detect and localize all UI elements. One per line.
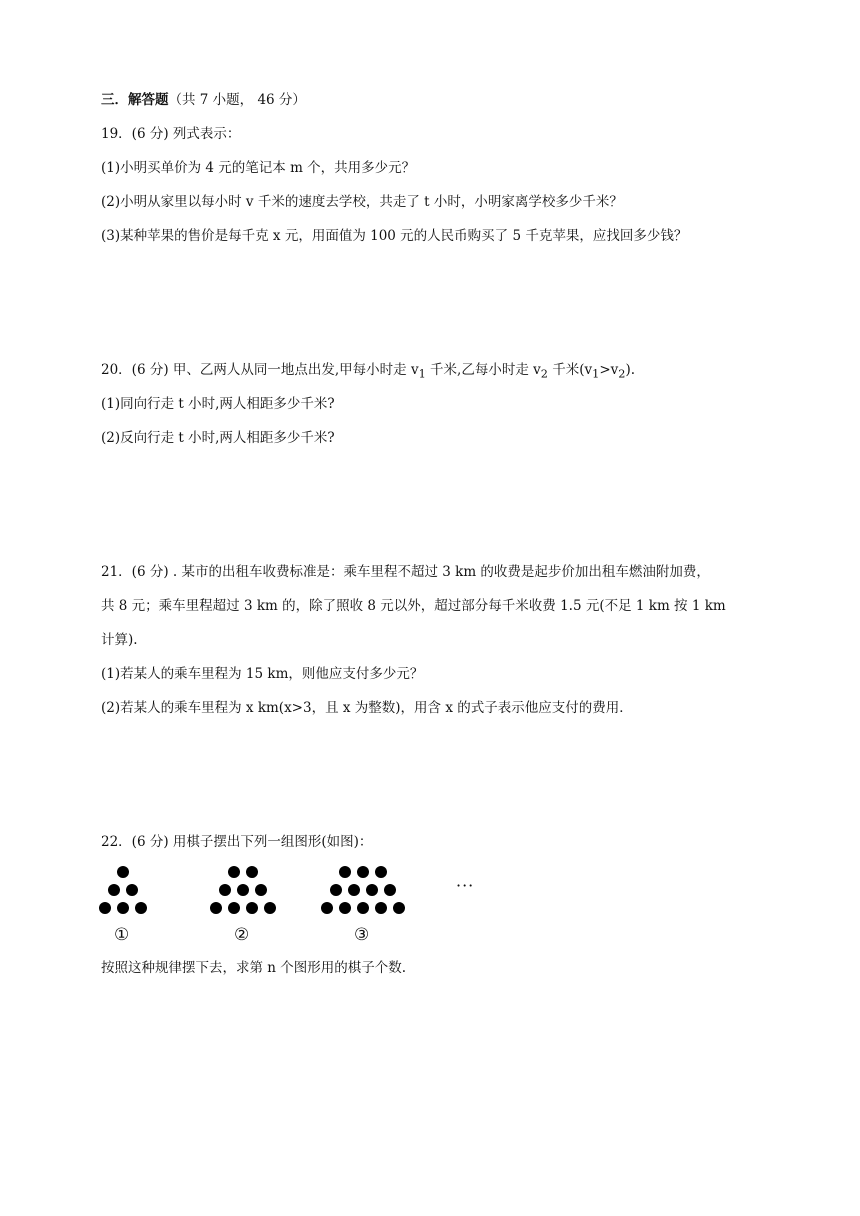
q20-text-e: ).: [625, 362, 635, 378]
chess-piece: [384, 884, 396, 896]
q20-part2: (2)反向行走 t 小时,两人相距多少千米?: [101, 430, 335, 446]
chess-piece: [126, 884, 138, 896]
chess-piece: [255, 884, 267, 896]
section-heading: [101, 90, 306, 110]
q20-sub: 2: [540, 367, 548, 381]
figure-label: ③: [354, 925, 370, 945]
chess-piece: [366, 884, 378, 896]
figure-label: ①: [114, 925, 130, 945]
q19-part3: (3)某种苹果的售价是每千克 x 元，用面值为 100 元的人民币购买了 5 千克苹果，应找回多少钱？: [101, 228, 688, 244]
section-detail: （共 7 小题， 46 分）: [168, 92, 306, 108]
chess-piece: [228, 902, 240, 914]
q21-line1: 21．(6 分) . 某市的出租车收费标准是：乘车里程不超过 3 km 的收费是起步价加出租车燃油附加费，: [101, 564, 710, 580]
chess-piece: [339, 866, 351, 878]
q20-sub: 1: [418, 367, 426, 381]
figure-label: ②: [234, 925, 250, 945]
q20-head: [101, 360, 635, 385]
q22-head: 22．(6 分) 用棋子摆出下列一组图形(如图)：: [101, 834, 373, 850]
q19-part1: (1)小明买单价为 4 元的笔记本 m 个，共用多少元？: [101, 160, 416, 176]
q20-sub: 1: [592, 367, 600, 381]
chess-piece: [246, 866, 258, 878]
chess-piece: [135, 902, 147, 914]
chess-piece: [108, 884, 120, 896]
q21-line2: 共 8 元；乘车里程超过 3 km 的，除了照收 8 元以外，超过部分每千米收费 1.5 元(不足 1 km 按 1 km: [101, 598, 726, 614]
chess-piece: [246, 902, 258, 914]
chess-piece: [357, 866, 369, 878]
chess-piece: [375, 866, 387, 878]
chess-piece: [210, 902, 222, 914]
q21-line3: 计算).: [101, 632, 138, 648]
q22-task: 按照这种规律摆下去，求第 n 个图形用的棋子个数.: [101, 960, 407, 976]
q21-part2: (2)若某人的乘车里程为 x km(x>3，且 x 为整数)，用含 x 的式子表示他应支付的费用．: [101, 700, 633, 716]
chess-piece: [99, 902, 111, 914]
chess-piece: [219, 884, 231, 896]
q19-part2: (2)小明从家里以每小时 v 千米的速度去学校，共走了 t 小时，小明家离学校多少千米？: [101, 194, 623, 210]
q20-text-b: 千米,乙每小时走 v: [425, 362, 541, 378]
section-title: 三．解答题: [101, 92, 169, 108]
figure-ellipsis: ···: [456, 876, 475, 895]
chess-piece: [117, 902, 129, 914]
chess-piece: [348, 884, 360, 896]
q20-text-c: 千米(v: [547, 362, 593, 378]
chess-piece: [264, 902, 276, 914]
q20-part1: (1)同向行走 t 小时,两人相距多少千米?: [101, 396, 335, 412]
chess-piece: [339, 902, 351, 914]
chess-piece: [321, 902, 333, 914]
q20-text-d: >v: [599, 362, 619, 378]
chess-piece: [228, 866, 240, 878]
chess-piece: [237, 884, 249, 896]
chess-piece: [375, 902, 387, 914]
q21-part1: (1)若某人的乘车里程为 15 km，则他应支付多少元？: [101, 666, 424, 682]
chess-piece: [357, 902, 369, 914]
q19-head: 19．(6 分) 列式表示：: [101, 126, 241, 142]
q20-text-a: 20．(6 分) 甲、乙两人从同一地点出发,甲每小时走 v: [101, 362, 419, 378]
chess-piece: [117, 866, 129, 878]
chess-piece: [393, 902, 405, 914]
chess-piece: [330, 884, 342, 896]
q20-sub: 2: [618, 367, 626, 381]
